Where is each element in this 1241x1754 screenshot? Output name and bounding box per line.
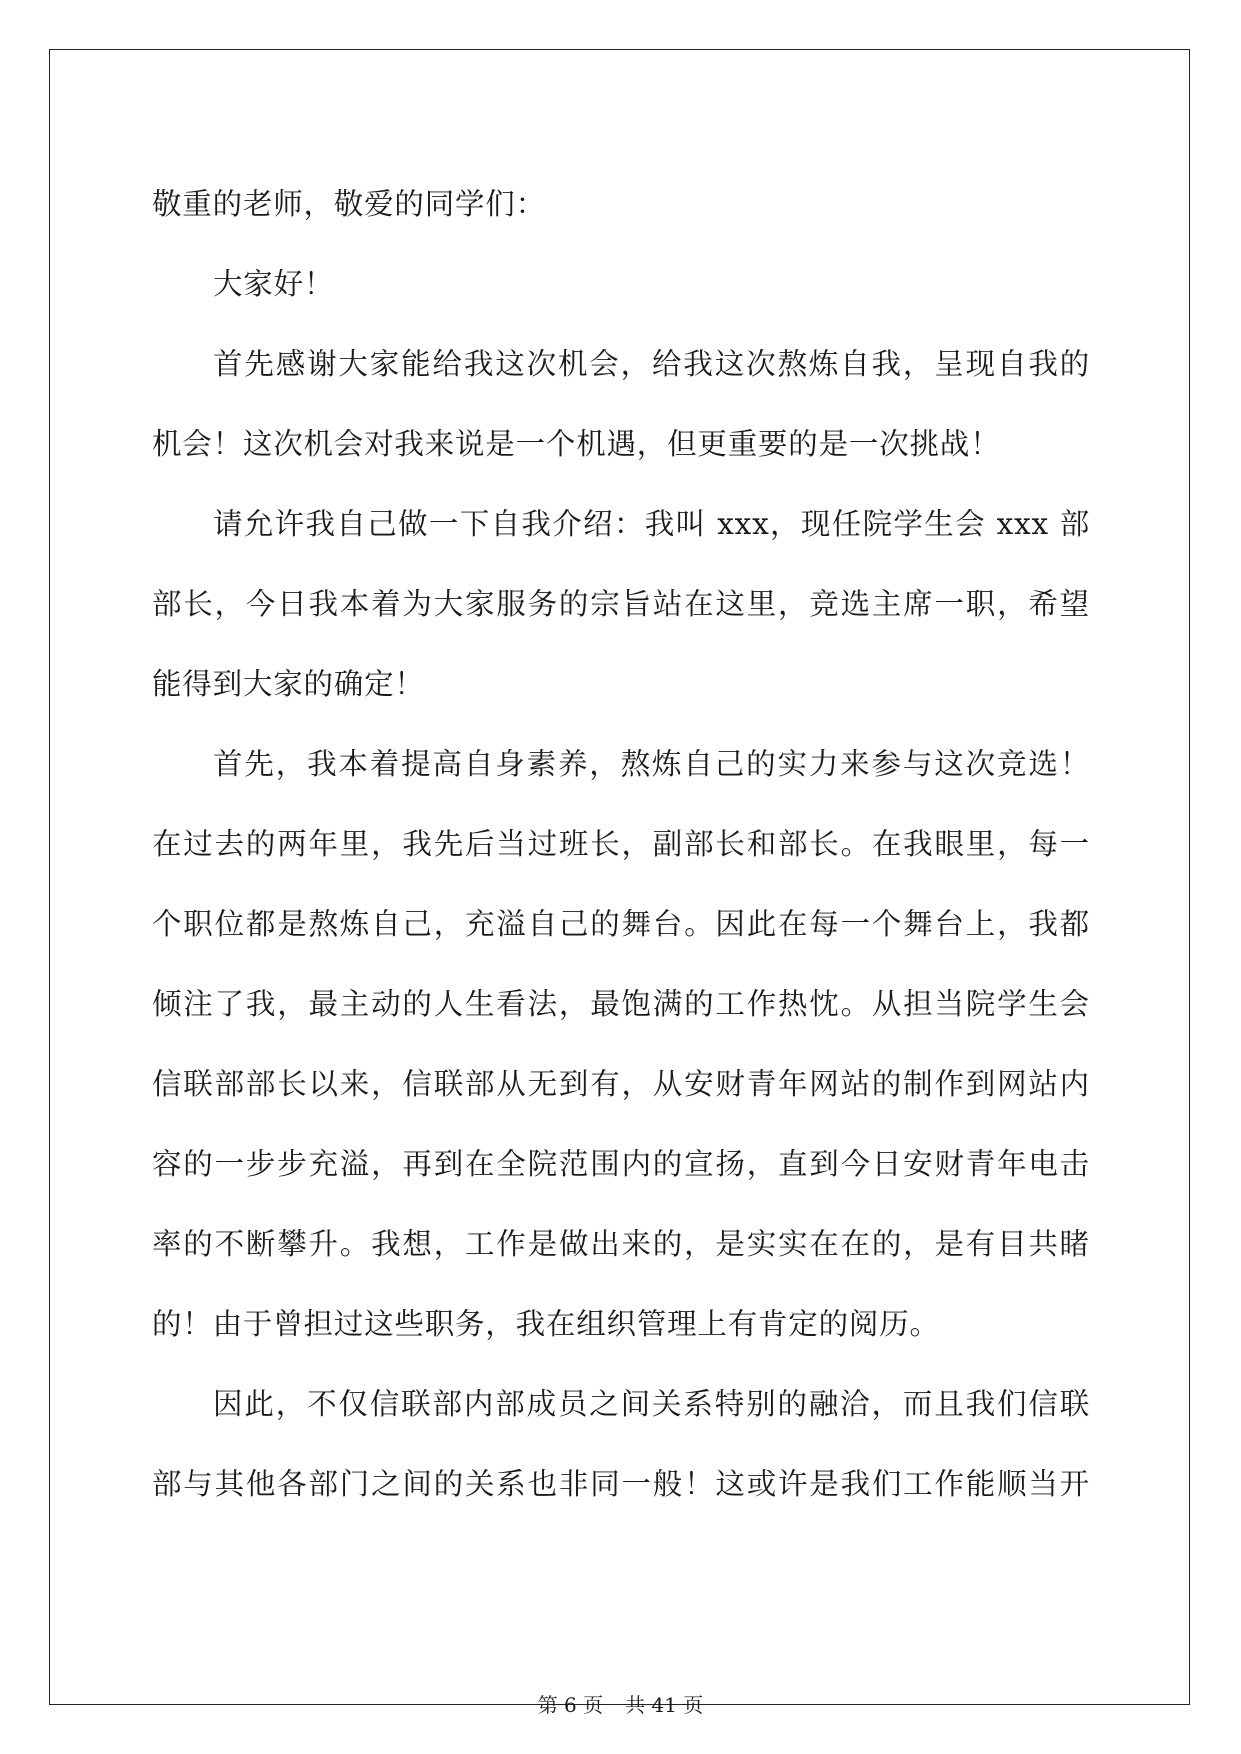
text-line: 倾注了我，最主动的人生看法，最饱满的工作热忱。从担当院学生会 [152,987,1090,1021]
total-pages: 共 41 页 [625,1693,704,1717]
text-line: 容的一步步充溢，再到在全院范围内的宣扬，直到今日安财青年电击 [152,1147,1090,1181]
text-line: 部长，今日我本着为大家服务的宗旨站在这里，竞选主席一职，希望 [152,587,1090,621]
text-line: 大家好！ [213,267,335,301]
text-line: 个职位都是熬炼自己，充溢自己的舞台。因此在每一个舞台上，我都 [152,907,1090,941]
text-line: 能得到大家的确定！ [152,667,425,701]
text-line: 首先感谢大家能给我这次机会，给我这次熬炼自我，呈现自我的 [213,347,1090,381]
text-line: 首先，我本着提高自身素养，熬炼自己的实力来参与这次竞选！ [213,747,1090,781]
text-line: 请允许我自己做一下自我介绍：我叫 xxx，现任院学生会 xxx 部 [213,507,1090,541]
page-footer [0,1692,1241,1718]
text-line: 率的不断攀升。我想，工作是做出来的，是实实在在的，是有目共睹 [152,1227,1090,1261]
page-number: 第 6 页 [537,1693,604,1717]
document-body [152,164,1090,1524]
text-line: 因此，不仅信联部内部成员之间关系特别的融洽，而且我们信联 [213,1387,1090,1421]
text-line: 机会！这次机会对我来说是一个机遇，但更重要的是一次挑战！ [152,427,1001,461]
text-line: 信联部部长以来，信联部从无到有，从安财青年网站的制作到网站内 [152,1067,1090,1101]
text-line: 在过去的两年里，我先后当过班长，副部长和部长。在我眼里，每一 [152,827,1090,861]
text-line: 部与其他各部门之间的关系也非同一般！这或许是我们工作能顺当开 [152,1467,1090,1501]
text-line: 的！由于曾担过这些职务，我在组织管理上有肯定的阅历。 [152,1307,940,1341]
text-line: 敬重的老师，敬爱的同学们： [152,187,546,221]
